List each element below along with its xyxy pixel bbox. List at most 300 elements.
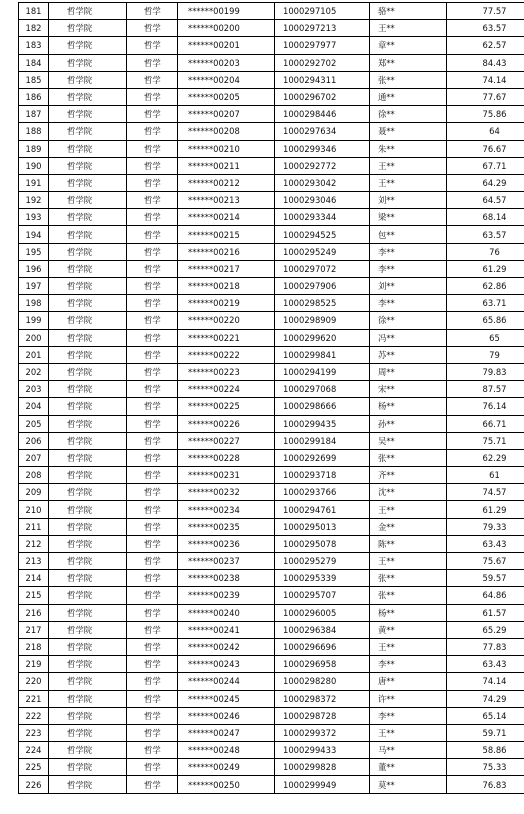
score-cell: 79.83: [447, 363, 524, 380]
table-row: [19, 415, 524, 432]
score-cell: 66.71: [447, 415, 524, 432]
exam-number-cell: 1000297213: [275, 20, 370, 37]
score-cell: 62.57: [447, 37, 524, 54]
exam-number-cell: 1000299346: [275, 140, 370, 157]
college-cell: 哲学院: [49, 329, 127, 346]
row-number-cell: 197: [19, 278, 49, 295]
college-cell: 哲学院: [49, 140, 127, 157]
exam-number-cell: 1000298446: [275, 106, 370, 123]
exam-number-cell: 1000297072: [275, 260, 370, 277]
major-cell: 哲学: [127, 243, 178, 260]
college-cell: 哲学院: [49, 106, 127, 123]
masked-id-cell: ******00237: [178, 553, 275, 570]
name-cell: 吴**: [370, 432, 447, 449]
college-cell: 哲学院: [49, 243, 127, 260]
exam-number-cell: 1000297906: [275, 278, 370, 295]
college-cell: 哲学院: [49, 449, 127, 466]
masked-id-cell: ******00239: [178, 587, 275, 604]
college-cell: 哲学院: [49, 226, 127, 243]
table-row: [19, 329, 524, 346]
major-cell: 哲学: [127, 3, 178, 20]
college-cell: 哲学院: [49, 174, 127, 191]
score-cell: 64.57: [447, 192, 524, 209]
exam-number-cell: 1000295339: [275, 570, 370, 587]
table-row: [19, 707, 524, 724]
major-cell: 哲学: [127, 690, 178, 707]
score-cell: 87.57: [447, 381, 524, 398]
masked-id-cell: ******00221: [178, 329, 275, 346]
exam-number-cell: 1000299620: [275, 329, 370, 346]
score-cell: 65.29: [447, 621, 524, 638]
score-cell: 62.29: [447, 449, 524, 466]
name-cell: 刘**: [370, 192, 447, 209]
masked-id-cell: ******00246: [178, 707, 275, 724]
table-row: [19, 260, 524, 277]
masked-id-cell: ******00214: [178, 209, 275, 226]
score-cell: 67.71: [447, 157, 524, 174]
major-cell: 哲学: [127, 346, 178, 363]
name-cell: 徐**: [370, 312, 447, 329]
score-cell: 77.67: [447, 88, 524, 105]
name-cell: 宋**: [370, 381, 447, 398]
row-number-cell: 226: [19, 776, 49, 793]
row-number-cell: 213: [19, 553, 49, 570]
exam-number-cell: 1000297634: [275, 123, 370, 140]
name-cell: 王**: [370, 174, 447, 191]
exam-number-cell: 1000292702: [275, 54, 370, 71]
name-cell: 陈**: [370, 535, 447, 552]
exam-number-cell: 1000297068: [275, 381, 370, 398]
masked-id-cell: ******00208: [178, 123, 275, 140]
masked-id-cell: ******00250: [178, 776, 275, 793]
table-row: [19, 776, 524, 793]
college-cell: 哲学院: [49, 432, 127, 449]
row-number-cell: 205: [19, 415, 49, 432]
name-cell: 骆**: [370, 3, 447, 20]
masked-id-cell: ******00205: [178, 88, 275, 105]
college-cell: 哲学院: [49, 673, 127, 690]
row-number-cell: 210: [19, 501, 49, 518]
row-number-cell: 198: [19, 295, 49, 312]
row-number-cell: 222: [19, 707, 49, 724]
major-cell: 哲学: [127, 518, 178, 535]
name-cell: 黄**: [370, 621, 447, 638]
name-cell: 沈**: [370, 484, 447, 501]
masked-id-cell: ******00225: [178, 398, 275, 415]
major-cell: 哲学: [127, 656, 178, 673]
masked-id-cell: ******00224: [178, 381, 275, 398]
masked-id-cell: ******00203: [178, 54, 275, 71]
table-row: [19, 467, 524, 484]
row-number-cell: 203: [19, 381, 49, 398]
score-cell: 75.86: [447, 106, 524, 123]
masked-id-cell: ******00213: [178, 192, 275, 209]
college-cell: 哲学院: [49, 260, 127, 277]
exam-number-cell: 1000293718: [275, 467, 370, 484]
score-cell: 75.71: [447, 432, 524, 449]
major-cell: 哲学: [127, 776, 178, 793]
exam-number-cell: 1000299841: [275, 346, 370, 363]
college-cell: 哲学院: [49, 54, 127, 71]
exam-number-cell: 1000299184: [275, 432, 370, 449]
score-cell: 76.83: [447, 776, 524, 793]
major-cell: 哲学: [127, 759, 178, 776]
major-cell: 哲学: [127, 484, 178, 501]
score-cell: 61.29: [447, 260, 524, 277]
name-cell: 金**: [370, 518, 447, 535]
table-row: [19, 20, 524, 37]
table-row: [19, 295, 524, 312]
score-cell: 68.14: [447, 209, 524, 226]
major-cell: 哲学: [127, 742, 178, 759]
masked-id-cell: ******00245: [178, 690, 275, 707]
major-cell: 哲学: [127, 638, 178, 655]
masked-id-cell: ******00218: [178, 278, 275, 295]
score-cell: 63.43: [447, 535, 524, 552]
score-cell: 62.86: [447, 278, 524, 295]
name-cell: 徐**: [370, 106, 447, 123]
masked-id-cell: ******00242: [178, 638, 275, 655]
name-cell: 包**: [370, 226, 447, 243]
major-cell: 哲学: [127, 621, 178, 638]
exam-number-cell: 1000298728: [275, 707, 370, 724]
college-cell: 哲学院: [49, 346, 127, 363]
name-cell: 冯**: [370, 329, 447, 346]
score-cell: 58.86: [447, 742, 524, 759]
exam-number-cell: 1000296005: [275, 604, 370, 621]
masked-id-cell: ******00234: [178, 501, 275, 518]
table-row: [19, 449, 524, 466]
score-cell: 84.43: [447, 54, 524, 71]
score-cell: 75.33: [447, 759, 524, 776]
major-cell: 哲学: [127, 381, 178, 398]
row-number-cell: 182: [19, 20, 49, 37]
name-cell: 朱**: [370, 140, 447, 157]
name-cell: 梁**: [370, 209, 447, 226]
major-cell: 哲学: [127, 604, 178, 621]
major-cell: 哲学: [127, 724, 178, 741]
college-cell: 哲学院: [49, 312, 127, 329]
table-row: [19, 312, 524, 329]
score-cell: 75.67: [447, 553, 524, 570]
row-number-cell: 207: [19, 449, 49, 466]
score-table: [18, 2, 524, 794]
college-cell: 哲学院: [49, 398, 127, 415]
exam-number-cell: 1000299828: [275, 759, 370, 776]
masked-id-cell: ******00232: [178, 484, 275, 501]
score-cell: 76.14: [447, 398, 524, 415]
score-cell: 61.57: [447, 604, 524, 621]
table-row: [19, 570, 524, 587]
score-cell: 65.14: [447, 707, 524, 724]
major-cell: 哲学: [127, 587, 178, 604]
major-cell: 哲学: [127, 432, 178, 449]
name-cell: 莫**: [370, 776, 447, 793]
row-number-cell: 190: [19, 157, 49, 174]
score-cell: 65: [447, 329, 524, 346]
exam-number-cell: 1000295707: [275, 587, 370, 604]
row-number-cell: 221: [19, 690, 49, 707]
row-number-cell: 199: [19, 312, 49, 329]
row-number-cell: 223: [19, 724, 49, 741]
score-cell: 65.86: [447, 312, 524, 329]
row-number-cell: 185: [19, 71, 49, 88]
exam-number-cell: 1000292772: [275, 157, 370, 174]
name-cell: 杨**: [370, 398, 447, 415]
college-cell: 哲学院: [49, 553, 127, 570]
college-cell: 哲学院: [49, 535, 127, 552]
masked-id-cell: ******00217: [178, 260, 275, 277]
score-cell: 74.14: [447, 673, 524, 690]
score-cell: 63.43: [447, 656, 524, 673]
major-cell: 哲学: [127, 415, 178, 432]
table-row: [19, 604, 524, 621]
college-cell: 哲学院: [49, 638, 127, 655]
exam-number-cell: 1000297105: [275, 3, 370, 20]
major-cell: 哲学: [127, 209, 178, 226]
row-number-cell: 200: [19, 329, 49, 346]
masked-id-cell: ******00199: [178, 3, 275, 20]
exam-number-cell: 1000299949: [275, 776, 370, 793]
table-row: [19, 140, 524, 157]
name-cell: 郑**: [370, 54, 447, 71]
college-cell: 哲学院: [49, 192, 127, 209]
row-number-cell: 206: [19, 432, 49, 449]
masked-id-cell: ******00211: [178, 157, 275, 174]
exam-number-cell: 1000298372: [275, 690, 370, 707]
major-cell: 哲学: [127, 398, 178, 415]
row-number-cell: 196: [19, 260, 49, 277]
score-cell: 63.57: [447, 226, 524, 243]
major-cell: 哲学: [127, 449, 178, 466]
table-row: [19, 381, 524, 398]
row-number-cell: 220: [19, 673, 49, 690]
table-row: [19, 3, 524, 20]
table-row: [19, 398, 524, 415]
name-cell: 张**: [370, 71, 447, 88]
exam-number-cell: 1000298666: [275, 398, 370, 415]
college-cell: 哲学院: [49, 381, 127, 398]
major-cell: 哲学: [127, 123, 178, 140]
table-row: [19, 278, 524, 295]
college-cell: 哲学院: [49, 518, 127, 535]
major-cell: 哲学: [127, 20, 178, 37]
table-row: [19, 123, 524, 140]
score-cell: 74.57: [447, 484, 524, 501]
major-cell: 哲学: [127, 673, 178, 690]
score-cell: 76: [447, 243, 524, 260]
score-cell: 74.29: [447, 690, 524, 707]
table-row: [19, 346, 524, 363]
college-cell: 哲学院: [49, 724, 127, 741]
score-cell: 74.14: [447, 71, 524, 88]
masked-id-cell: ******00236: [178, 535, 275, 552]
major-cell: 哲学: [127, 312, 178, 329]
major-cell: 哲学: [127, 467, 178, 484]
name-cell: 王**: [370, 501, 447, 518]
name-cell: 王**: [370, 157, 447, 174]
college-cell: 哲学院: [49, 690, 127, 707]
name-cell: 杨**: [370, 604, 447, 621]
masked-id-cell: ******00241: [178, 621, 275, 638]
college-cell: 哲学院: [49, 20, 127, 37]
college-cell: 哲学院: [49, 278, 127, 295]
masked-id-cell: ******00247: [178, 724, 275, 741]
row-number-cell: 195: [19, 243, 49, 260]
masked-id-cell: ******00201: [178, 37, 275, 54]
college-cell: 哲学院: [49, 707, 127, 724]
table-row: [19, 243, 524, 260]
exam-number-cell: 1000294525: [275, 226, 370, 243]
exam-number-cell: 1000298280: [275, 673, 370, 690]
college-cell: 哲学院: [49, 3, 127, 20]
table-row: [19, 724, 524, 741]
row-number-cell: 218: [19, 638, 49, 655]
name-cell: 章**: [370, 37, 447, 54]
masked-id-cell: ******00244: [178, 673, 275, 690]
exam-number-cell: 1000295078: [275, 535, 370, 552]
major-cell: 哲学: [127, 707, 178, 724]
row-number-cell: 225: [19, 759, 49, 776]
college-cell: 哲学院: [49, 759, 127, 776]
score-cell: 76.67: [447, 140, 524, 157]
name-cell: 周**: [370, 363, 447, 380]
table-row: [19, 174, 524, 191]
row-number-cell: 193: [19, 209, 49, 226]
table-row: [19, 587, 524, 604]
score-cell: 77.83: [447, 638, 524, 655]
name-cell: 通**: [370, 88, 447, 105]
college-cell: 哲学院: [49, 484, 127, 501]
masked-id-cell: ******00243: [178, 656, 275, 673]
major-cell: 哲学: [127, 88, 178, 105]
row-number-cell: 212: [19, 535, 49, 552]
major-cell: 哲学: [127, 570, 178, 587]
college-cell: 哲学院: [49, 37, 127, 54]
row-number-cell: 224: [19, 742, 49, 759]
masked-id-cell: ******00240: [178, 604, 275, 621]
college-cell: 哲学院: [49, 587, 127, 604]
major-cell: 哲学: [127, 54, 178, 71]
name-cell: 李**: [370, 707, 447, 724]
masked-id-cell: ******00228: [178, 449, 275, 466]
row-number-cell: 215: [19, 587, 49, 604]
college-cell: 哲学院: [49, 501, 127, 518]
name-cell: 许**: [370, 690, 447, 707]
row-number-cell: 219: [19, 656, 49, 673]
masked-id-cell: ******00212: [178, 174, 275, 191]
exam-number-cell: 1000299433: [275, 742, 370, 759]
college-cell: 哲学院: [49, 570, 127, 587]
score-cell: 61.29: [447, 501, 524, 518]
exam-number-cell: 1000293042: [275, 174, 370, 191]
table-row: [19, 209, 524, 226]
masked-id-cell: ******00207: [178, 106, 275, 123]
row-number-cell: 208: [19, 467, 49, 484]
exam-number-cell: 1000299435: [275, 415, 370, 432]
masked-id-cell: ******00216: [178, 243, 275, 260]
row-number-cell: 204: [19, 398, 49, 415]
table-row: [19, 673, 524, 690]
score-cell: 77.57: [447, 3, 524, 20]
masked-id-cell: ******00223: [178, 363, 275, 380]
row-number-cell: 211: [19, 518, 49, 535]
exam-number-cell: 1000297977: [275, 37, 370, 54]
score-cell: 79: [447, 346, 524, 363]
major-cell: 哲学: [127, 174, 178, 191]
name-cell: 唐**: [370, 673, 447, 690]
table-row: [19, 71, 524, 88]
exam-number-cell: 1000296696: [275, 638, 370, 655]
masked-id-cell: ******00235: [178, 518, 275, 535]
table-row: [19, 192, 524, 209]
name-cell: 张**: [370, 587, 447, 604]
major-cell: 哲学: [127, 71, 178, 88]
score-sheet: [18, 2, 524, 794]
table-row: [19, 656, 524, 673]
major-cell: 哲学: [127, 363, 178, 380]
college-cell: 哲学院: [49, 157, 127, 174]
name-cell: 刘**: [370, 278, 447, 295]
table-row: [19, 553, 524, 570]
score-cell: 63.71: [447, 295, 524, 312]
masked-id-cell: ******00231: [178, 467, 275, 484]
major-cell: 哲学: [127, 140, 178, 157]
table-row: [19, 638, 524, 655]
exam-number-cell: 1000296958: [275, 656, 370, 673]
college-cell: 哲学院: [49, 656, 127, 673]
masked-id-cell: ******00215: [178, 226, 275, 243]
masked-id-cell: ******00204: [178, 71, 275, 88]
exam-number-cell: 1000292699: [275, 449, 370, 466]
score-cell: 64: [447, 123, 524, 140]
table-row: [19, 518, 524, 535]
score-table-body: [19, 3, 524, 794]
major-cell: 哲学: [127, 226, 178, 243]
college-cell: 哲学院: [49, 209, 127, 226]
college-cell: 哲学院: [49, 295, 127, 312]
table-row: [19, 484, 524, 501]
major-cell: 哲学: [127, 329, 178, 346]
table-row: [19, 88, 524, 105]
masked-id-cell: ******00219: [178, 295, 275, 312]
name-cell: 李**: [370, 243, 447, 260]
row-number-cell: 216: [19, 604, 49, 621]
exam-number-cell: 1000293046: [275, 192, 370, 209]
masked-id-cell: ******00248: [178, 742, 275, 759]
name-cell: 张**: [370, 570, 447, 587]
name-cell: 王**: [370, 553, 447, 570]
masked-id-cell: ******00210: [178, 140, 275, 157]
table-row: [19, 226, 524, 243]
score-cell: 63.57: [447, 20, 524, 37]
major-cell: 哲学: [127, 260, 178, 277]
major-cell: 哲学: [127, 553, 178, 570]
table-row: [19, 621, 524, 638]
college-cell: 哲学院: [49, 415, 127, 432]
masked-id-cell: ******00227: [178, 432, 275, 449]
exam-number-cell: 1000299372: [275, 724, 370, 741]
name-cell: 王**: [370, 638, 447, 655]
college-cell: 哲学院: [49, 742, 127, 759]
masked-id-cell: ******00222: [178, 346, 275, 363]
row-number-cell: 188: [19, 123, 49, 140]
major-cell: 哲学: [127, 295, 178, 312]
major-cell: 哲学: [127, 501, 178, 518]
college-cell: 哲学院: [49, 88, 127, 105]
table-row: [19, 742, 524, 759]
row-number-cell: 184: [19, 54, 49, 71]
